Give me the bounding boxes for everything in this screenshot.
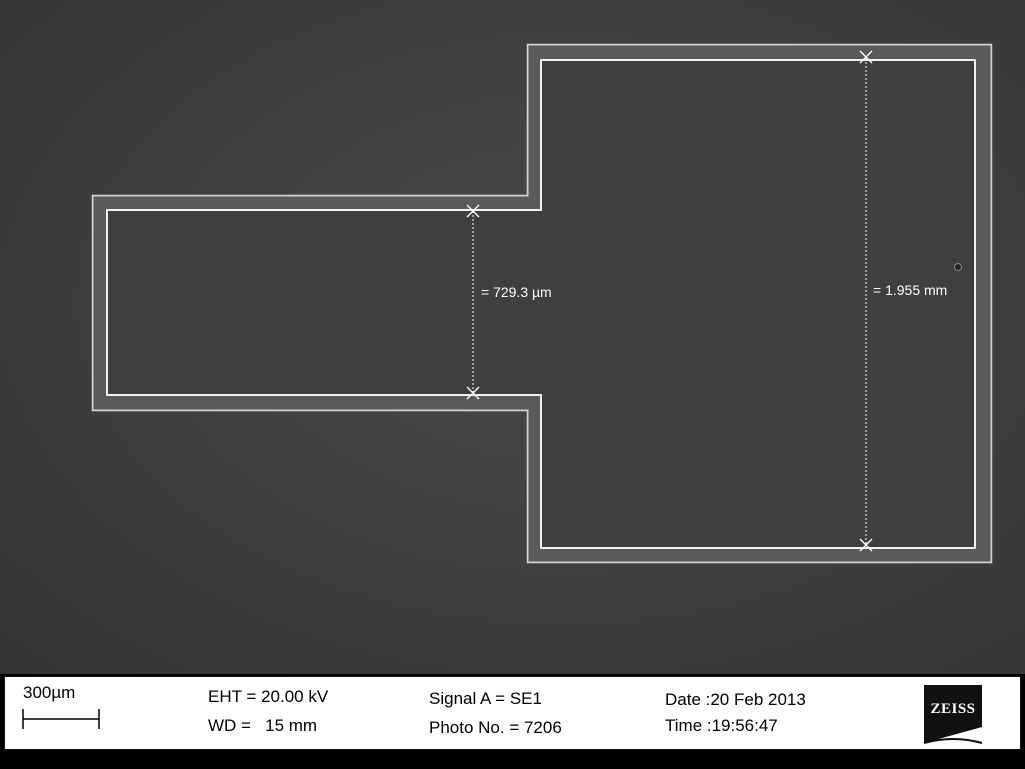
time-value: Time :19:56:47 (665, 716, 778, 735)
date-value: Date :20 Feb 2013 (665, 690, 806, 709)
scale-label: 300µm (23, 683, 76, 702)
info-bar (4, 676, 1021, 750)
signal-value: Signal A = SE1 (429, 689, 542, 708)
bottom-border (0, 752, 1025, 769)
wd-value: WD = 15 mm (208, 716, 318, 735)
structure-inner-outline (107, 60, 975, 548)
eht-value: EHT = 20.00 kV (208, 687, 329, 706)
zeiss-logo (920, 683, 986, 745)
photo-number: Photo No. = 7206 (429, 718, 562, 737)
svg-text:ZEISS: ZEISS (930, 701, 976, 717)
dust-particle (955, 264, 962, 271)
narrow-measure-label: = 729.3 µm (481, 284, 552, 300)
scale-bar (22, 709, 100, 729)
wide-measure-label: = 1.955 mm (873, 282, 948, 298)
